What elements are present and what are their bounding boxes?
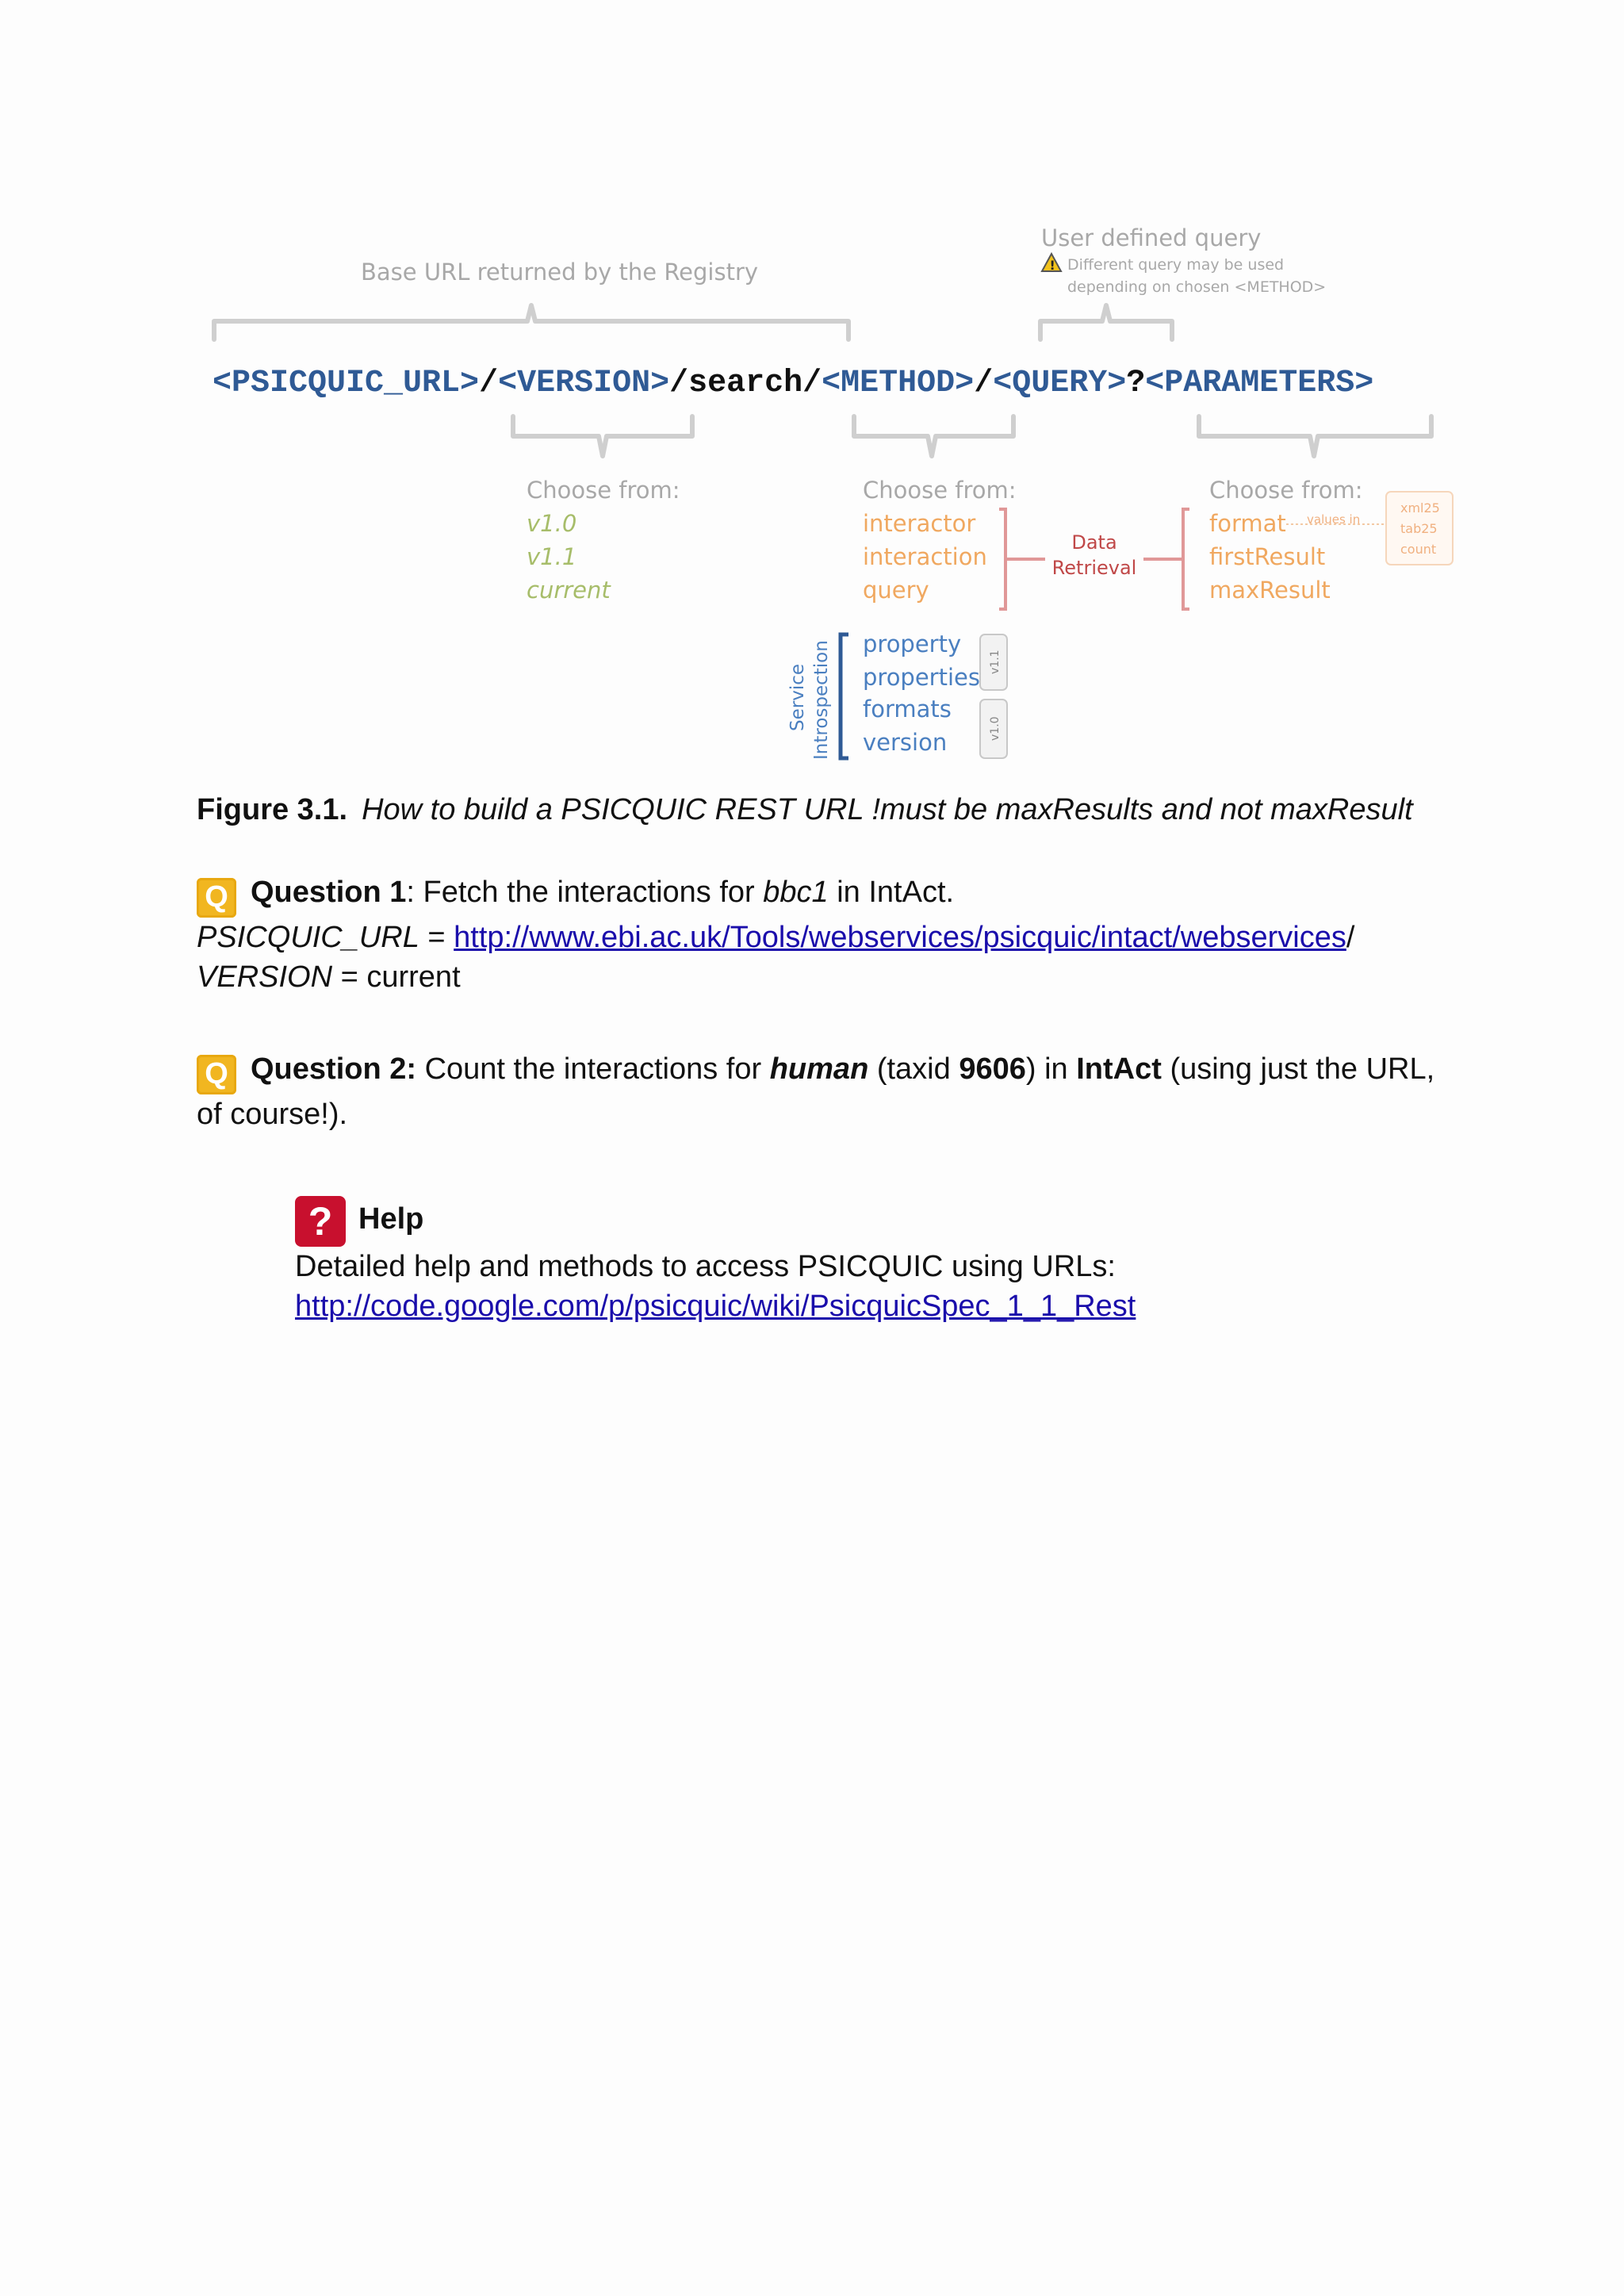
introspection-item: properties	[863, 664, 980, 691]
base-url-brace	[214, 305, 848, 339]
question-1	[197, 872, 1354, 997]
data-retrieval-label: Retrieval	[1051, 557, 1137, 579]
question-icon: Q	[197, 878, 236, 918]
introspection-bracket	[841, 634, 848, 758]
question-2-text: (taxid	[868, 1052, 959, 1086]
param-retrieval-bracket	[1143, 509, 1189, 609]
equals: =	[419, 921, 454, 954]
method-retrieval-bracket	[999, 509, 1045, 609]
param-choice: firstResult	[1209, 543, 1326, 570]
base-url-label: Base URL returned by the Registry	[361, 259, 759, 286]
param-choice: format	[1209, 510, 1286, 537]
question-2-species: human	[769, 1052, 869, 1086]
service-introspection-label: Introspection	[811, 640, 832, 760]
question-2-text: ) in	[1025, 1052, 1077, 1086]
help-box	[295, 1196, 1136, 1326]
question-1-text: : Fetch the interactions for	[406, 876, 764, 909]
version-tag: v1.1	[989, 650, 1002, 674]
introspection-item: formats	[863, 696, 952, 723]
psicquic-spec-link[interactable]: http://code.google.com/p/psicquic/wiki/PsicquicSpec_1_1_Rest	[295, 1290, 1136, 1323]
warning-icon	[1042, 254, 1061, 273]
introspection-item: version	[863, 729, 948, 756]
psicquic-url-key: PSICQUIC_URL	[197, 921, 419, 954]
help-title: Help	[358, 1202, 424, 1236]
question-1-protein: bbc1	[763, 876, 829, 909]
question-2-line-1	[197, 1049, 1434, 1094]
svg-text:!: !	[1049, 258, 1055, 273]
help-link-line	[295, 1286, 1136, 1326]
question-1-version-line	[197, 957, 1354, 997]
method-choice: interaction	[863, 543, 987, 570]
question-icon: Q	[197, 1055, 236, 1094]
data-retrieval-label: Data	[1071, 531, 1117, 554]
help-text: Detailed help and methods to access PSICQUIC using URLs:	[295, 1250, 1116, 1283]
question-1-title-line	[197, 872, 1354, 918]
query-brace	[1040, 305, 1172, 339]
version-key: VERSION	[197, 960, 333, 994]
url-part-qmark: ?	[1126, 366, 1146, 401]
url-part-slash: /	[974, 366, 994, 401]
question-1-title: Question 1	[251, 876, 407, 909]
warning-line-2: depending on chosen <METHOD>	[1067, 278, 1327, 296]
question-2-line-2: of course!).	[197, 1098, 348, 1131]
question-1-text-end: in IntAct.	[828, 876, 955, 909]
intact-webservices-link[interactable]: http://www.ebi.ac.uk/Tools/webservices/psicquic/intact/webservices	[454, 921, 1346, 954]
help-icon: ?	[295, 1196, 346, 1247]
url-part-version: <VERSION>	[498, 366, 670, 401]
question-2-text: (using just the URL,	[1161, 1052, 1435, 1086]
url-part-parameters: <PARAMETERS>	[1145, 366, 1374, 401]
format-value: xml25	[1400, 500, 1440, 516]
method-choice: interactor	[863, 510, 976, 537]
version-choice: current	[527, 577, 611, 604]
question-2-taxid: 9606	[959, 1052, 1026, 1086]
method-brace	[854, 416, 1013, 456]
format-value: tab25	[1400, 521, 1438, 536]
version-choice: v1.0	[527, 510, 577, 537]
version-choice: v1.1	[527, 543, 577, 570]
question-2-text: Count the interactions for	[416, 1052, 770, 1086]
method-choose-heading: Choose from:	[863, 477, 1017, 504]
question-2	[197, 1049, 1434, 1134]
question-2-db: IntAct	[1076, 1052, 1162, 1086]
url-part-method: <METHOD>	[822, 366, 975, 401]
version-brace	[513, 416, 692, 456]
user-defined-query-label: User defined query	[1041, 224, 1262, 251]
parameters-brace	[1199, 416, 1431, 456]
help-title-line	[295, 1196, 1136, 1247]
question-2-title: Question 2:	[251, 1052, 417, 1086]
figure-caption	[197, 793, 1413, 827]
figure-caption-label: Figure 3.1.	[197, 793, 348, 826]
values-in-label: values in	[1307, 512, 1361, 527]
url-suffix: /	[1346, 921, 1355, 954]
question-1-url-line	[197, 918, 1354, 957]
url-part-slash: /	[479, 366, 499, 401]
version-value: = current	[332, 960, 461, 994]
param-choose-heading: Choose from:	[1209, 477, 1363, 504]
service-introspection-label: Service	[787, 663, 808, 731]
version-choose-heading: Choose from:	[527, 477, 680, 504]
svg-text:<PSICQUIC_URL>/<VERSION>/searc	[213, 366, 1373, 401]
figure-caption-text: How to build a PSICQUIC REST URL !must be maxResults and not maxResult	[362, 793, 1413, 826]
url-template	[213, 366, 1373, 401]
warning-line-1: Different query may be used	[1067, 256, 1285, 274]
url-part-psicquic-url: <PSICQUIC_URL>	[213, 366, 480, 401]
url-part-query: <QUERY>	[993, 366, 1127, 401]
psicquic-url-diagram	[0, 0, 1624, 793]
method-choice: query	[863, 577, 929, 604]
param-choice: maxResult	[1209, 577, 1331, 604]
introspection-item: property	[863, 631, 962, 657]
format-value: count	[1400, 542, 1437, 557]
version-tag: v1.0	[989, 716, 1002, 741]
url-part-search: /search/	[669, 366, 822, 401]
